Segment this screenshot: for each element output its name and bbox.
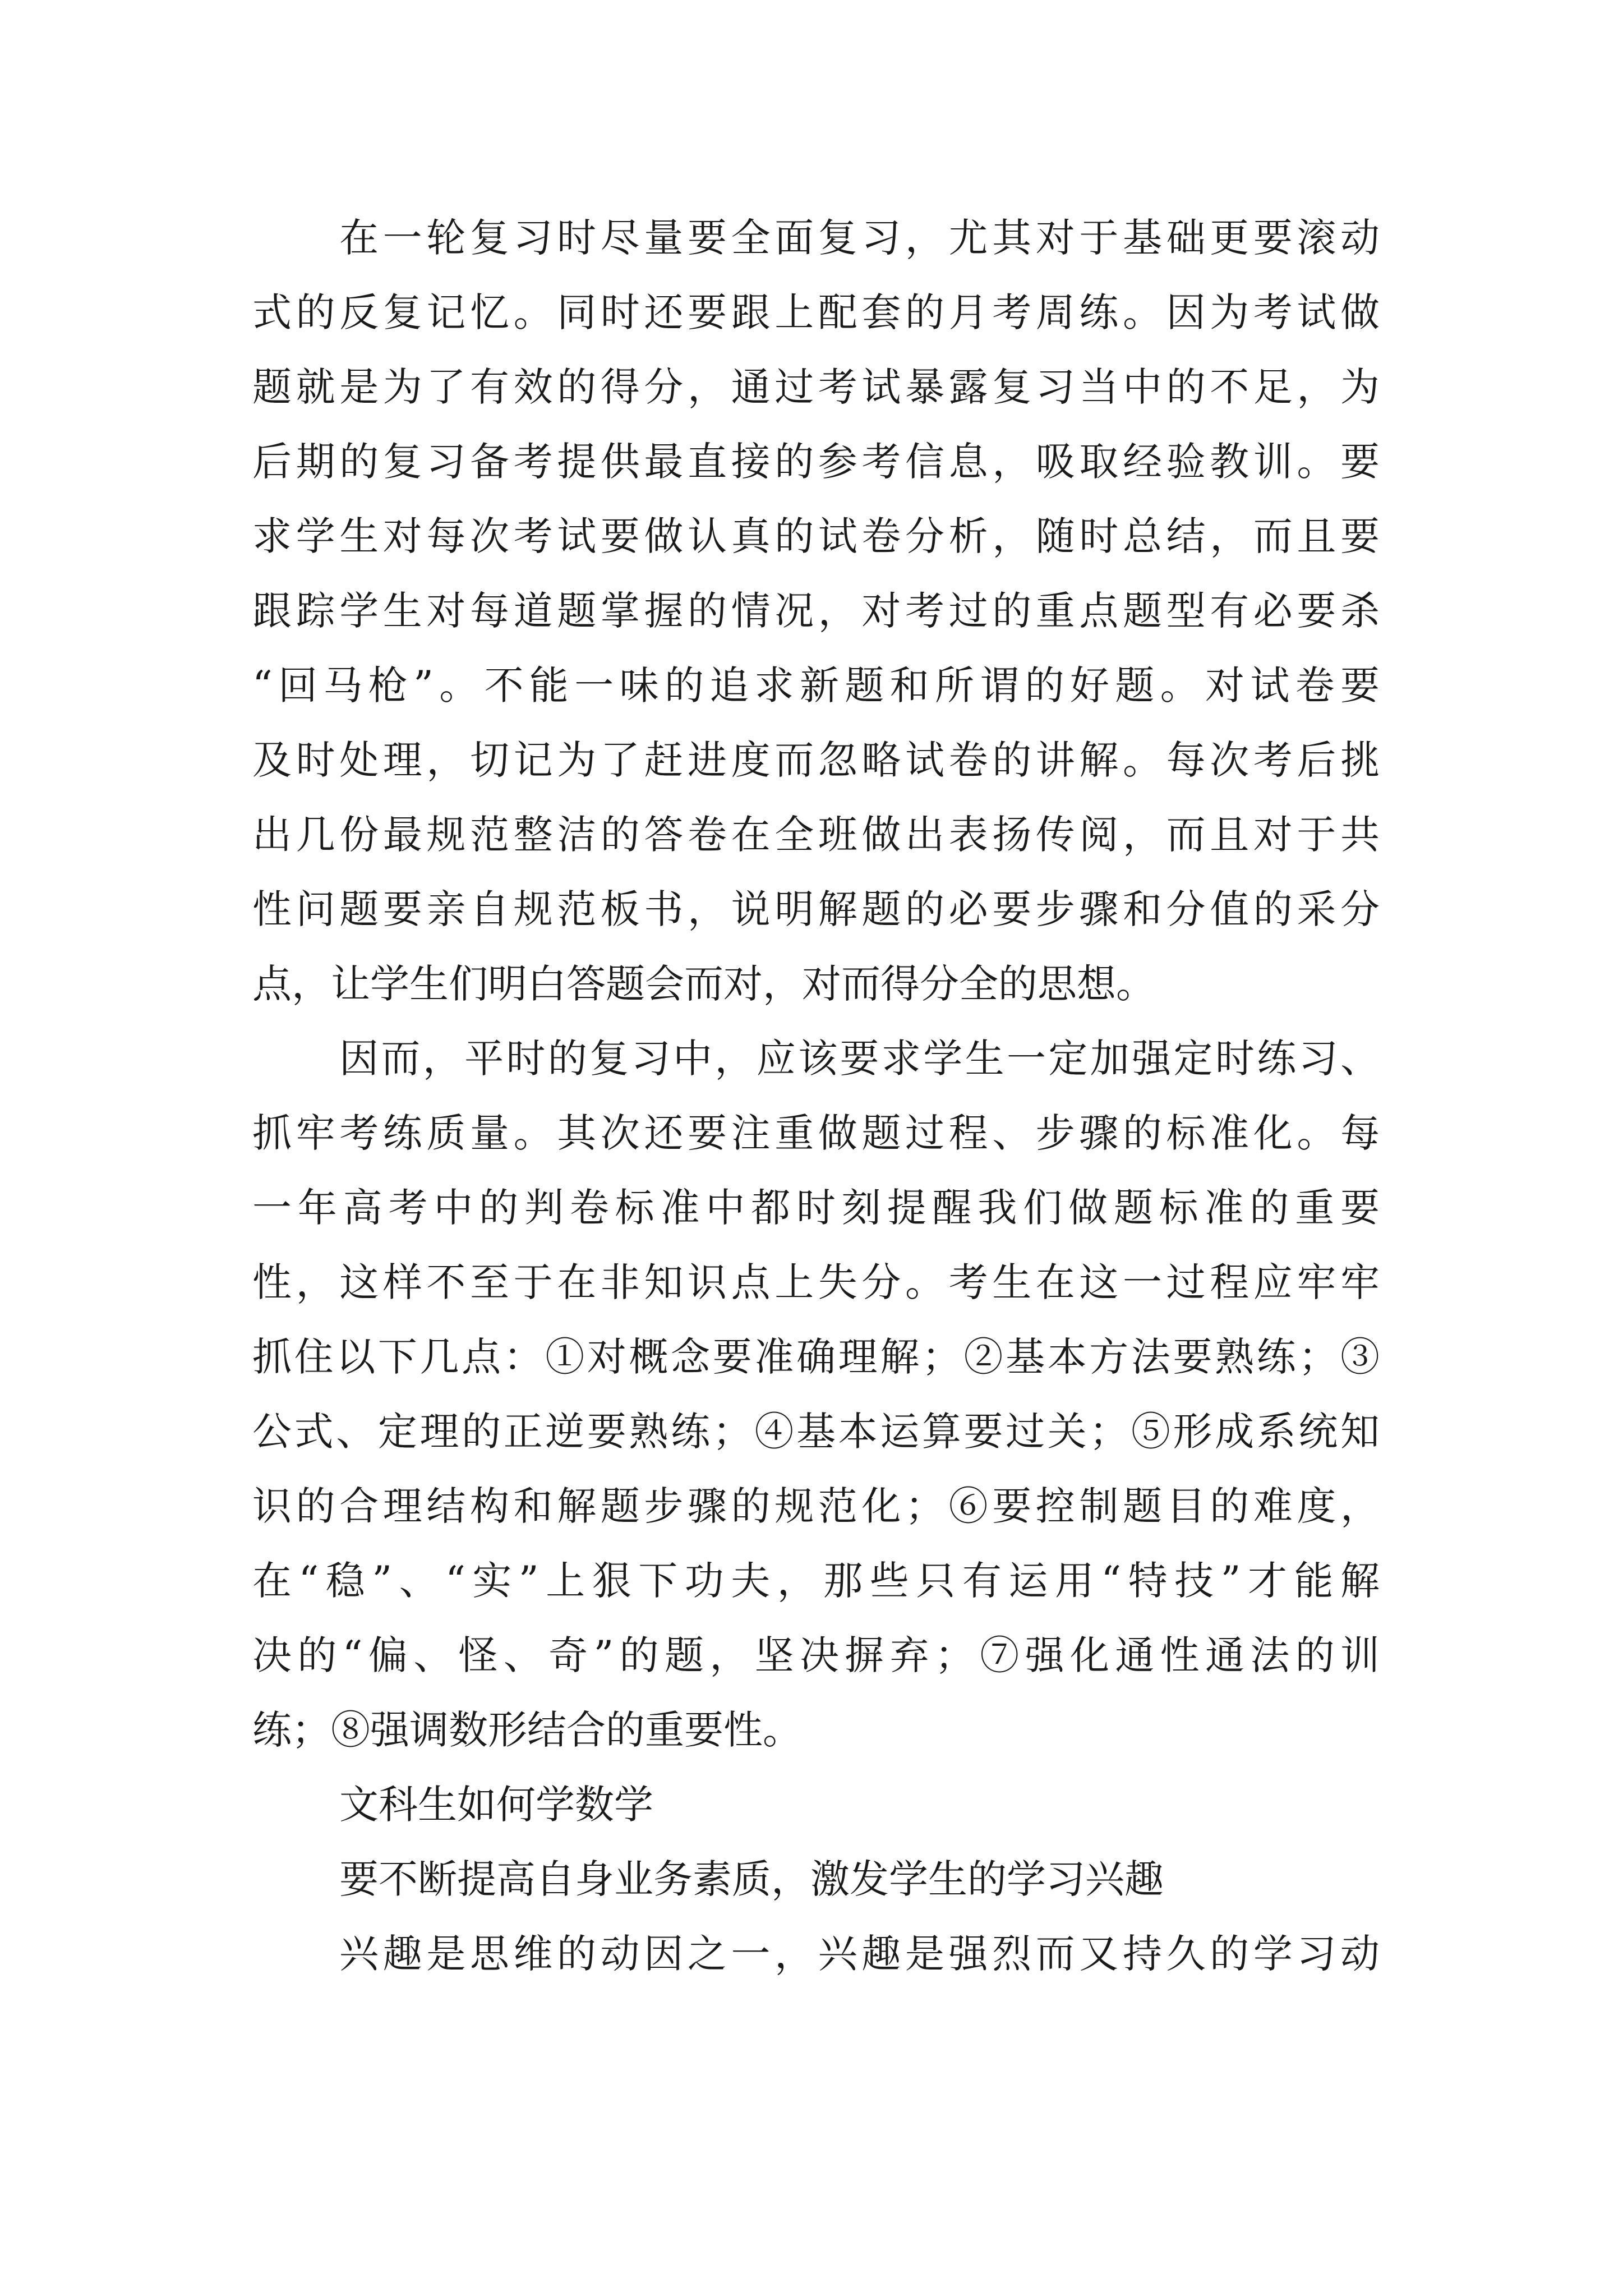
text-line: 出几份最规范整洁的答卷在全班做出表扬传阅，而且对于共 bbox=[252, 812, 1380, 858]
text-line: 兴趣是思维的动因之一，兴趣是强烈而又持久的学习动 bbox=[339, 1931, 1380, 1977]
text-line: 抓住以下几点：①对概念要准确理解；②基本方法要熟练；③ bbox=[252, 1334, 1380, 1380]
text-line: 在“稳”、“实”上狠下功夫，那些只有运用“特技”才能解 bbox=[252, 1558, 1380, 1604]
text-line: 性问题要亲自规范板书，说明解题的必要步骤和分值的采分 bbox=[252, 886, 1380, 932]
text-line: 后期的复习备考提供最直接的参考信息，吸取经验教训。要 bbox=[252, 439, 1380, 485]
text-line: 因而，平时的复习中，应该要求学生一定加强定时练习、 bbox=[339, 1036, 1380, 1082]
text-line: 抓牢考练质量。其次还要注重做题过程、步骤的标准化。每 bbox=[252, 1110, 1380, 1156]
text-line: 一年高考中的判卷标准中都时刻提醒我们做题标准的重要 bbox=[252, 1185, 1380, 1231]
text-line: 式的反复记忆。同时还要跟上配套的月考周练。因为考试做 bbox=[252, 289, 1380, 335]
text-line: 公式、定理的正逆要熟练；④基本运算要过关；⑤形成系统知 bbox=[252, 1409, 1380, 1455]
text-line: 点，让学生们明白答题会而对，对而得分全的思想。 bbox=[252, 961, 1155, 1007]
text-line: 在一轮复习时尽量要全面复习，尤其对于基础更要滚动 bbox=[339, 215, 1380, 261]
subheading: 要不断提高自身业务素质，激发学生的学习兴趣 bbox=[339, 1856, 1164, 1902]
text-line: 性，这样不至于在非知识点上失分。考生在这一过程应牢牢 bbox=[252, 1259, 1380, 1305]
text-line: 跟踪学生对每道题掌握的情况，对考过的重点题型有必要杀 bbox=[252, 588, 1380, 634]
text-line: 决的“偏、怪、奇”的题，坚决摒弃；⑦强化通性通法的训 bbox=[252, 1632, 1380, 1678]
text-line: 及时处理，切记为了赶进度而忽略试卷的讲解。每次考后挑 bbox=[252, 737, 1380, 783]
section-heading: 文科生如何学数学 bbox=[339, 1782, 653, 1828]
text-line: “回马枪”。不能一味的追求新题和所谓的好题。对试卷要 bbox=[252, 662, 1380, 708]
text-line: 练；⑧强调数形结合的重要性。 bbox=[252, 1707, 802, 1753]
text-line: 识的合理结构和解题步骤的规范化；⑥要控制题目的难度， bbox=[252, 1483, 1380, 1529]
text-line: 求学生对每次考试要做认真的试卷分析，随时总结，而且要 bbox=[252, 513, 1380, 559]
text-line: 题就是为了有效的得分，通过考试暴露复习当中的不足，为 bbox=[252, 364, 1380, 410]
